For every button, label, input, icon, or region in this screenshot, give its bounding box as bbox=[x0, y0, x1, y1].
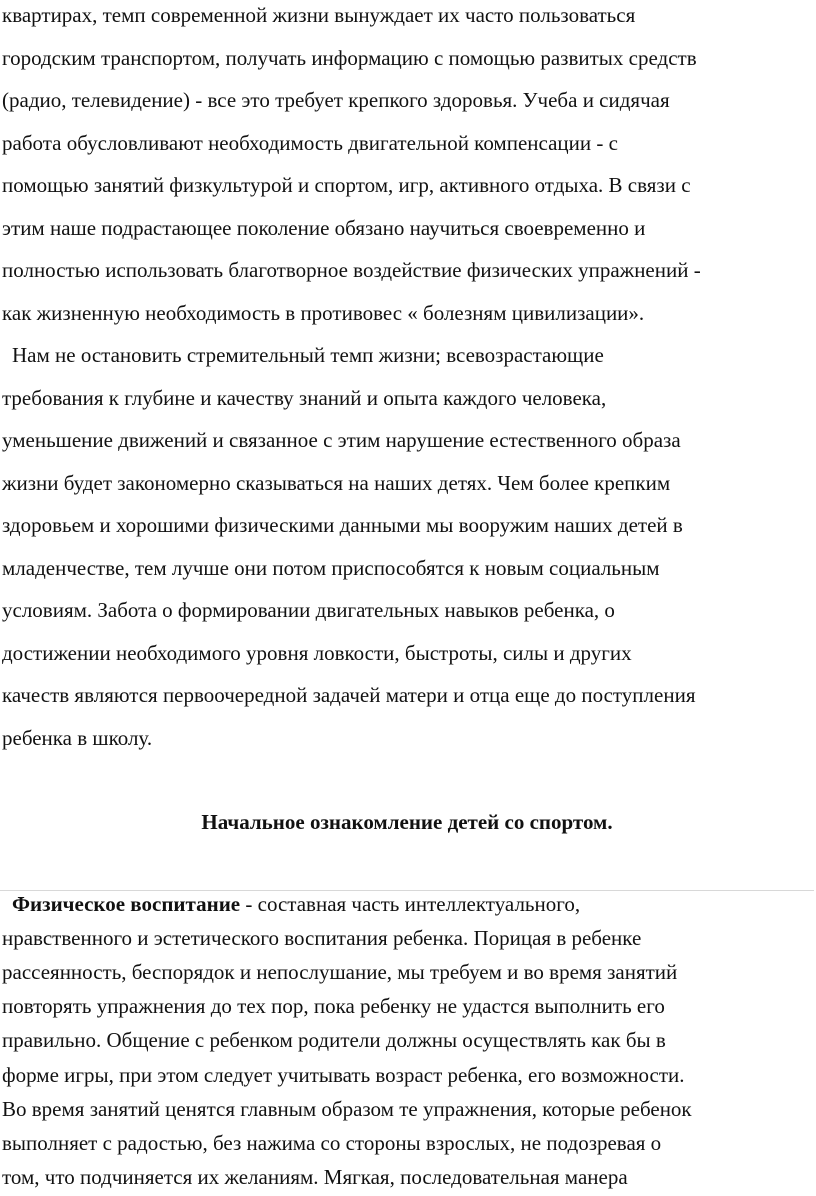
text-fragment: - составная часть интеллектуального, bbox=[240, 891, 581, 916]
bold-term: Физическое воспитание bbox=[12, 891, 241, 916]
section-heading: Начальное ознакомление детей со спортом. bbox=[201, 810, 613, 834]
text-line: жизни будет закономерно сказываться на наших детях. Чем более крепким bbox=[2, 470, 671, 495]
text-line: квартирах, темп современной жизни вынуждает их часто пользоваться bbox=[2, 3, 636, 27]
text-line: работа обусловливают необходимость двигательной компенсации - с bbox=[2, 130, 618, 155]
paragraph-physical-education bbox=[2, 887, 812, 1195]
text-line: форме игры, при этом следует учитывать возраст ребенка, его возможности. bbox=[2, 1062, 685, 1087]
text-line: городским транспортом, получать информацию с помощью развитых средств bbox=[2, 45, 697, 70]
text-line: правильно. Общение с ребенком родители должны осуществлять как бы в bbox=[2, 1028, 666, 1053]
text-line: повторять упражнения до тех пор, пока ребенку не удастся выполнить его bbox=[2, 994, 665, 1019]
text-line: полностью использовать благотворное воздействие физических упражнений - bbox=[2, 258, 701, 282]
text-line: здоровьем и хорошими физическими данными мы вооружим наших детей в bbox=[2, 513, 683, 537]
text-line bbox=[2, 887, 812, 921]
text-line: условиям. Забота о формировании двигательных навыков ребенка, о bbox=[2, 598, 615, 622]
text-line: (радио, телевидение) - все это требует крепкого здоровья. Учеба и сидячая bbox=[2, 88, 670, 112]
text-line: помощью занятий физкультурой и спортом, игр, активного отдыха. В связи с bbox=[2, 173, 691, 197]
text-line: качеств являются первоочередной задачей матери и отца еще до поступления bbox=[2, 683, 696, 707]
text-line: Во время занятий ценятся главным образом те упражнения, которые ребенок bbox=[2, 1096, 692, 1121]
text-line: Нам не остановить стремительный темп жизни; всевозрастающие bbox=[12, 343, 604, 367]
text-line: достижении необходимого уровня ловкости, быстроты, силы и других bbox=[2, 640, 632, 665]
text-line: ребенка в школу. bbox=[2, 725, 153, 750]
text-line: том, что подчиняется их желаниям. Мягкая, последовательная манера bbox=[2, 1165, 628, 1190]
text-line: уменьшение движений и связанное с этим нарушение естественного образа bbox=[2, 428, 681, 452]
text-line: как жизненную необходимость в противовес « болезням цивилизации». bbox=[2, 300, 645, 325]
paragraph-health bbox=[2, 0, 812, 759]
text-line: рассеянность, беспорядок и непослушание, мы требуем и во время занятий bbox=[2, 959, 678, 984]
text-line: этим наше подрастающее поколение обязано научиться своевременно и bbox=[2, 215, 646, 240]
text-line: выполняет с радостью, без нажима со стороны взрослых, не подозревая о bbox=[2, 1130, 662, 1155]
text-line: младенчестве, тем лучше они потом приспособятся к новым социальным bbox=[2, 555, 660, 580]
text-line: нравственного и эстетического воспитания ребенка. Порицая в ребенке bbox=[2, 925, 642, 950]
text-line: требования к глубине и качеству знаний и опыта каждого человека, bbox=[2, 385, 607, 410]
